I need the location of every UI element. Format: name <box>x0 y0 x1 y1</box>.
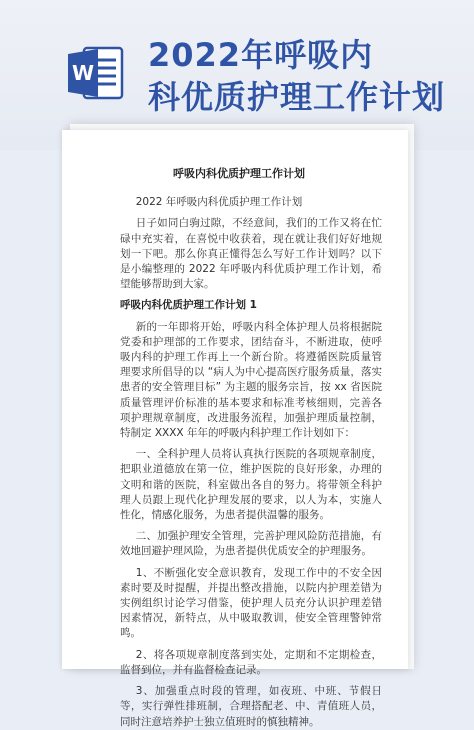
paragraph: 3、加强重点时段的管理，如夜班、中班、节假日等，实行弹性排班制，合理搭配老、中、青值班人员，同时注意培养护士独立值班时的慎独精神。 <box>120 685 382 728</box>
paragraph: 二、加强护理安全管理，完善护理风险防范措施，有效地回避护理风险，为患者提供优质安全的护理服务。 <box>120 530 382 558</box>
document-title: 呼吸内科优质护理工作计划 <box>173 167 305 180</box>
paragraph: 日子如同白驹过隙，不经意间，我们的工作又将在忙碌中充实着，在喜悦中收获着，现在就让我们好好地规划一下吧。那么你真正懂得怎么写好工作计划吗？以下是小编整理的 2022 年呼吸内科优质护理工作计划，希望能够帮助到大家。 <box>120 217 382 291</box>
section-heading: 呼吸内科优质护理工作计划 1 <box>120 299 257 312</box>
document-body <box>120 195 382 730</box>
document-page <box>62 130 408 728</box>
banner-title-line-1: 2022年呼吸内 <box>148 36 374 74</box>
paragraph: 新的一年即将开始，呼吸内科全体护理人员将根据院党委和护理部的工作要求，团结奋斗，不断进取，使呼吸内科的护理工作再上一个新台阶。将遵循医院质量管理要求所倡导的以 “病人为中心提高医疗服务质量，落实患者的安全管理目标” 为主题的服务宗旨，按 xx 省医院质量管理评价标准的基本要求和标准考核细则，完善各项护理规章制度，改进服务流程，加强护理质量控制，特制定 XXXX 年年的呼吸内科护理工作计划如下： <box>120 320 382 440</box>
banner-title-line-2: 科优质护理工作计划 <box>148 78 446 116</box>
svg-text:W: W <box>71 61 95 85</box>
paragraph: 1、不断强化安全意识教育，发现工作中的不安全因素时要及时提醒，并提出整改措施，以院内护理差错为实例组织讨论学习借鉴，使护理人员充分认识护理差错因素情况，新特点，从中吸取教训，使安全管理警钟常鸣。 <box>120 566 382 640</box>
paragraph: 一、全科护理人员将认真执行医院的各项规章制度，把职业道德放在第一位，维护医院的良好形象，办理的文明和谐的医院，科室做出各自的努力。将带领全科护理人员跟上现代化护理发展的要求，以人为本，实施人性化，情感化服务，为患者提供温馨的服务。 <box>120 448 382 522</box>
paragraph: 2、将各项规章制度落到实处，定期和不定期检查，监督到位，并有监督检查记录。 <box>120 648 382 676</box>
paragraph: 2022 年呼吸内科优质护理工作计划 <box>135 196 303 209</box>
word-icon <box>66 44 124 102</box>
